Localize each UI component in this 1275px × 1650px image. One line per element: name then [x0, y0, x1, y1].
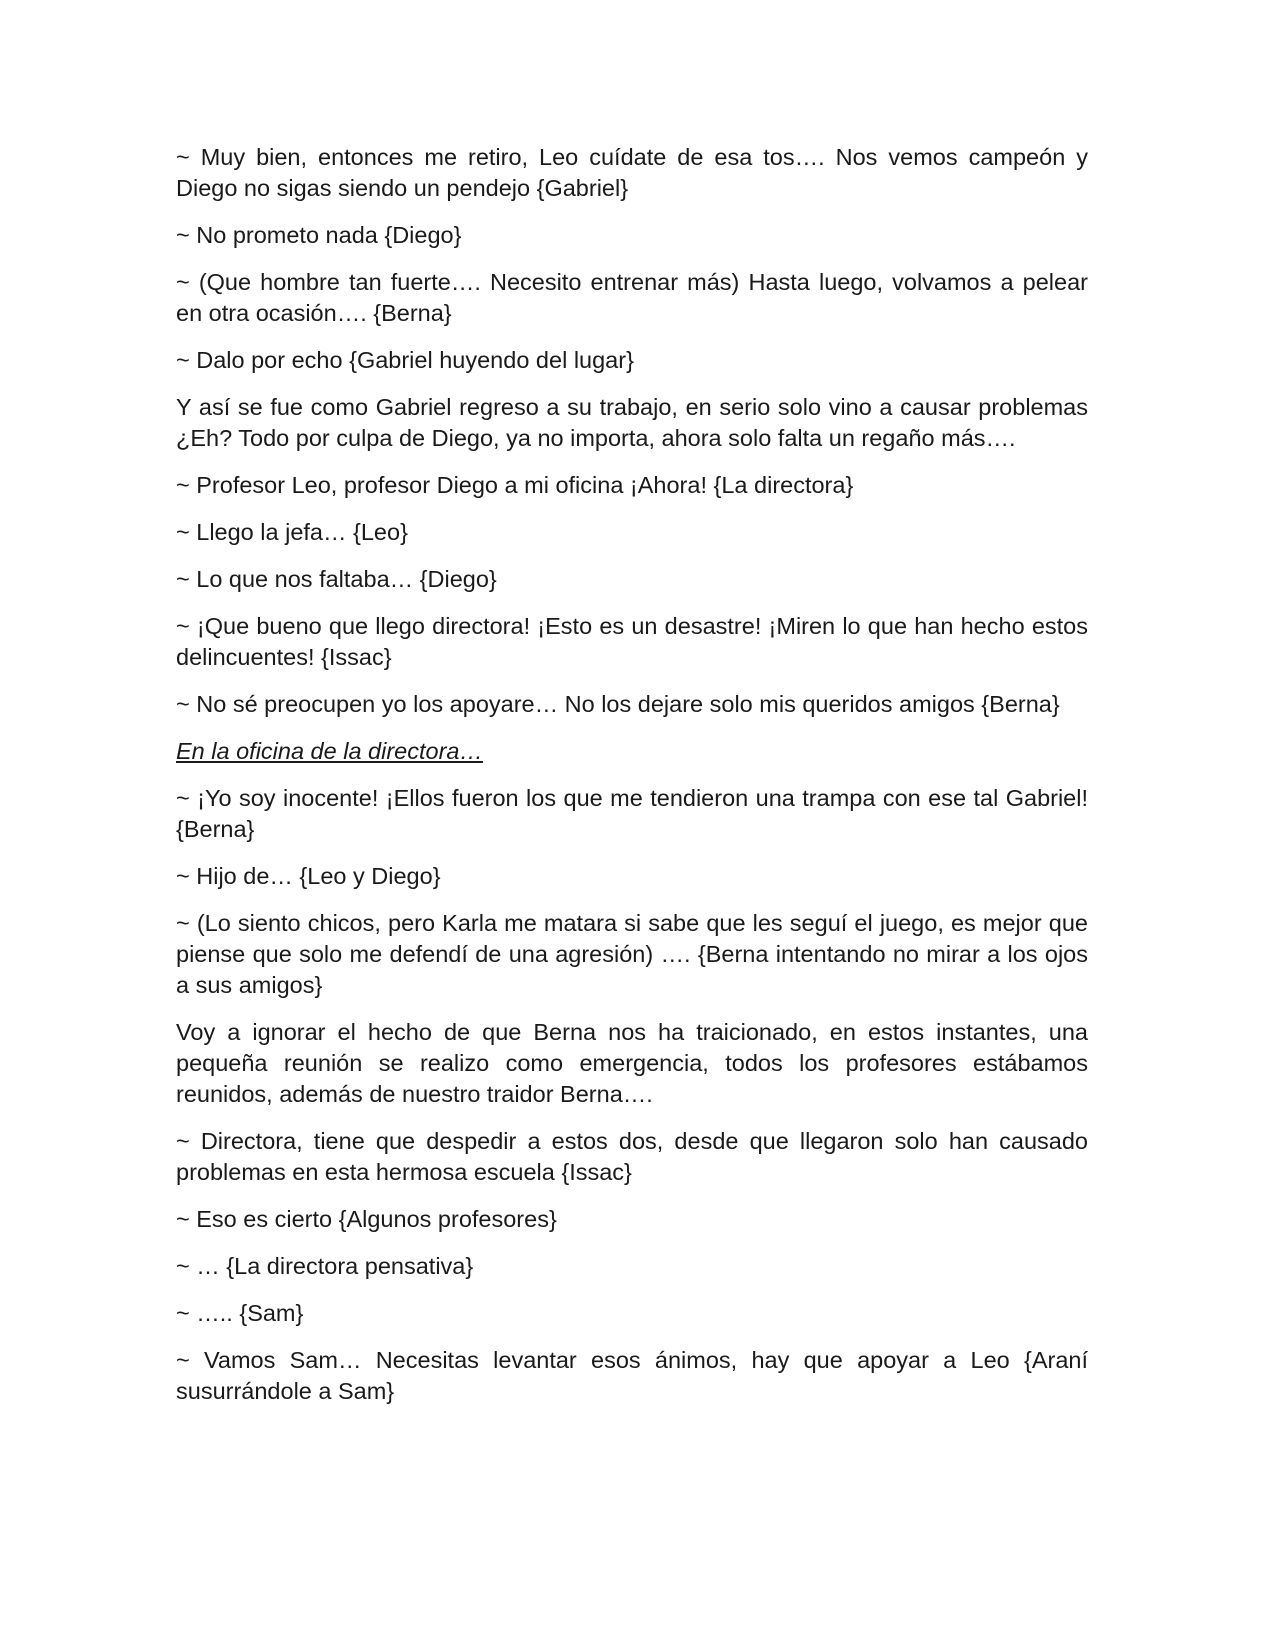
dialogue-line: ~ Lo que nos faltaba… {Diego}	[176, 566, 497, 592]
narration-paragraph: Voy a ignorar el hecho de que Berna nos ha traicionado, en estos instantes, una pequeña reunión se realizo como emergencia, todos los profesores estábamos reunidos, además de nuestro traidor Berna….	[176, 1019, 1088, 1107]
dialogue-line: ~ … {La directora pensativa}	[176, 1253, 474, 1279]
dialogue-line: ~ Vamos Sam… Necesitas levantar esos ánimos, hay que apoyar a Leo {Araní susurrándole a Sam}	[176, 1347, 1088, 1404]
dialogue-line: ~ ….. {Sam}	[176, 1300, 304, 1326]
dialogue-line: ~ Hijo de… {Leo y Diego}	[176, 863, 441, 889]
dialogue-line: ~ Dalo por echo {Gabriel huyendo del lugar}	[176, 347, 634, 373]
narration-paragraph: Y así se fue como Gabriel regreso a su trabajo, en serio solo vino a causar problemas ¿Eh? Todo por culpa de Diego, ya no importa, ahora solo falta un regaño más….	[176, 394, 1088, 451]
dialogue-line: ~ ¡Yo soy inocente! ¡Ellos fueron los que me tendieron una trampa con ese tal Gabriel! {Berna}	[176, 785, 1088, 842]
dialogue-line: ~ ¡Que bueno que llego directora! ¡Esto es un desastre! ¡Miren lo que han hecho estos delincuentes! {Issac}	[176, 613, 1088, 670]
scene-heading: En la oficina de la directora…	[176, 738, 483, 764]
dialogue-line: ~ No prometo nada {Diego}	[176, 222, 462, 248]
dialogue-line: ~ Profesor Leo, profesor Diego a mi oficina ¡Ahora! {La directora}	[176, 472, 854, 498]
dialogue-line: ~ Muy bien, entonces me retiro, Leo cuídate de esa tos…. Nos vemos campeón y Diego no sigas siendo un pendejo {Gabriel}	[176, 144, 1088, 201]
dialogue-line: ~ Llego la jefa… {Leo}	[176, 519, 408, 545]
dialogue-line: ~ Directora, tiene que despedir a estos dos, desde que llegaron solo han causado problemas en esta hermosa escuela {Issac}	[176, 1128, 1088, 1185]
dialogue-line: ~ No sé preocupen yo los apoyare… No los dejare solo mis queridos amigos {Berna}	[176, 691, 1060, 717]
document-page	[176, 142, 1088, 1423]
dialogue-line: ~ Eso es cierto {Algunos profesores}	[176, 1206, 557, 1232]
dialogue-line: ~ (Lo siento chicos, pero Karla me matara si sabe que les seguí el juego, es mejor que piense que solo me defendí de una agresión) …. {Berna intentando no mirar a los ojos a sus amigos}	[176, 910, 1088, 998]
dialogue-line: ~ (Que hombre tan fuerte…. Necesito entrenar más) Hasta luego, volvamos a pelear en otra ocasión…. {Berna}	[176, 269, 1088, 326]
